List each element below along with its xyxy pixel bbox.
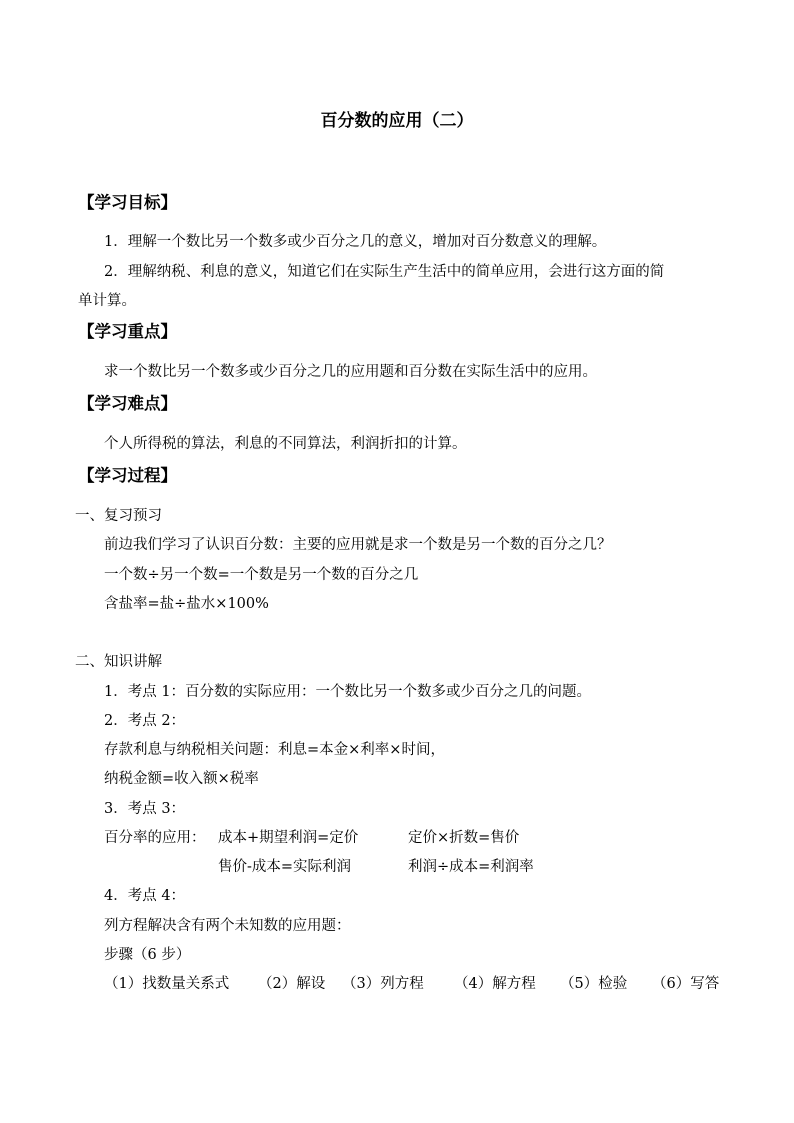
point-2: 2．考点 2：: [104, 713, 186, 729]
goal-item-2: 2．理解纳税、利息的意义，知道它们在实际生产生活中的简单应用，会进行这方面的简: [104, 264, 665, 280]
point-2-line-1: 存款利息与纳税相关问题：利息=本金×利率×时间，: [104, 742, 445, 758]
point-4-line-2: 步骤（6 步）: [104, 947, 191, 963]
point-3-label: 百分率的应用：: [104, 830, 206, 846]
goals-heading: 【学习目标】: [78, 193, 177, 212]
step-6: （6）写答: [652, 976, 720, 992]
goal-item-1: 1．理解一个数比另一个数多或少百分之几的意义，增加对百分数意义的理解。: [104, 234, 607, 250]
point-4-line-1: 列方程解决含有两个未知数的应用题：: [104, 918, 351, 934]
formula-cost-profit: 成本+期望利润=定价: [218, 830, 359, 846]
difficulties-text: 个人所得税的算法，利息的不同算法，利润折扣的计算。: [104, 436, 467, 452]
difficulties-heading: 【学习难点】: [78, 394, 177, 413]
step-1: （1）找数量关系式: [104, 976, 230, 992]
review-line-2: 一个数÷另一个数=一个数是另一个数的百分之几: [104, 567, 419, 583]
review-heading: 一、复习预习: [75, 508, 162, 524]
page-title: 百分数的应用（二）: [320, 111, 474, 131]
step-2: （2）解设: [258, 976, 326, 992]
formula-price-discount: 定价×折数=售价: [408, 830, 520, 846]
step-4: （4）解方程: [454, 976, 536, 992]
step-3: （3）列方程: [342, 976, 424, 992]
point-2-line-2: 纳税金额=收入额×税率: [104, 771, 259, 787]
knowledge-heading: 二、知识讲解: [75, 654, 162, 670]
point-3: 3．考点 3：: [104, 801, 186, 817]
key-points-text: 求一个数比另一个数多或少百分之几的应用题和百分数在实际生活中的应用。: [104, 364, 597, 380]
review-line-3: 含盐率=盐÷盐水×100%: [104, 596, 269, 612]
goal-item-2-cont: 单计算。: [78, 293, 136, 309]
formula-actual-profit: 售价-成本=实际利润: [218, 859, 352, 875]
process-heading: 【学习过程】: [78, 466, 177, 485]
point-4: 4．考点 4：: [104, 888, 186, 904]
point-1: 1．考点 1：百分数的实际应用：一个数比另一个数多或少百分之几的问题。: [104, 684, 592, 700]
review-line-1: 前边我们学习了认识百分数：主要的应用就是求一个数是另一个数的百分之几？: [104, 537, 612, 553]
key-points-heading: 【学习重点】: [78, 322, 177, 341]
formula-profit-rate: 利润÷成本=利润率: [408, 859, 534, 875]
step-5: （5）检验: [560, 976, 628, 992]
